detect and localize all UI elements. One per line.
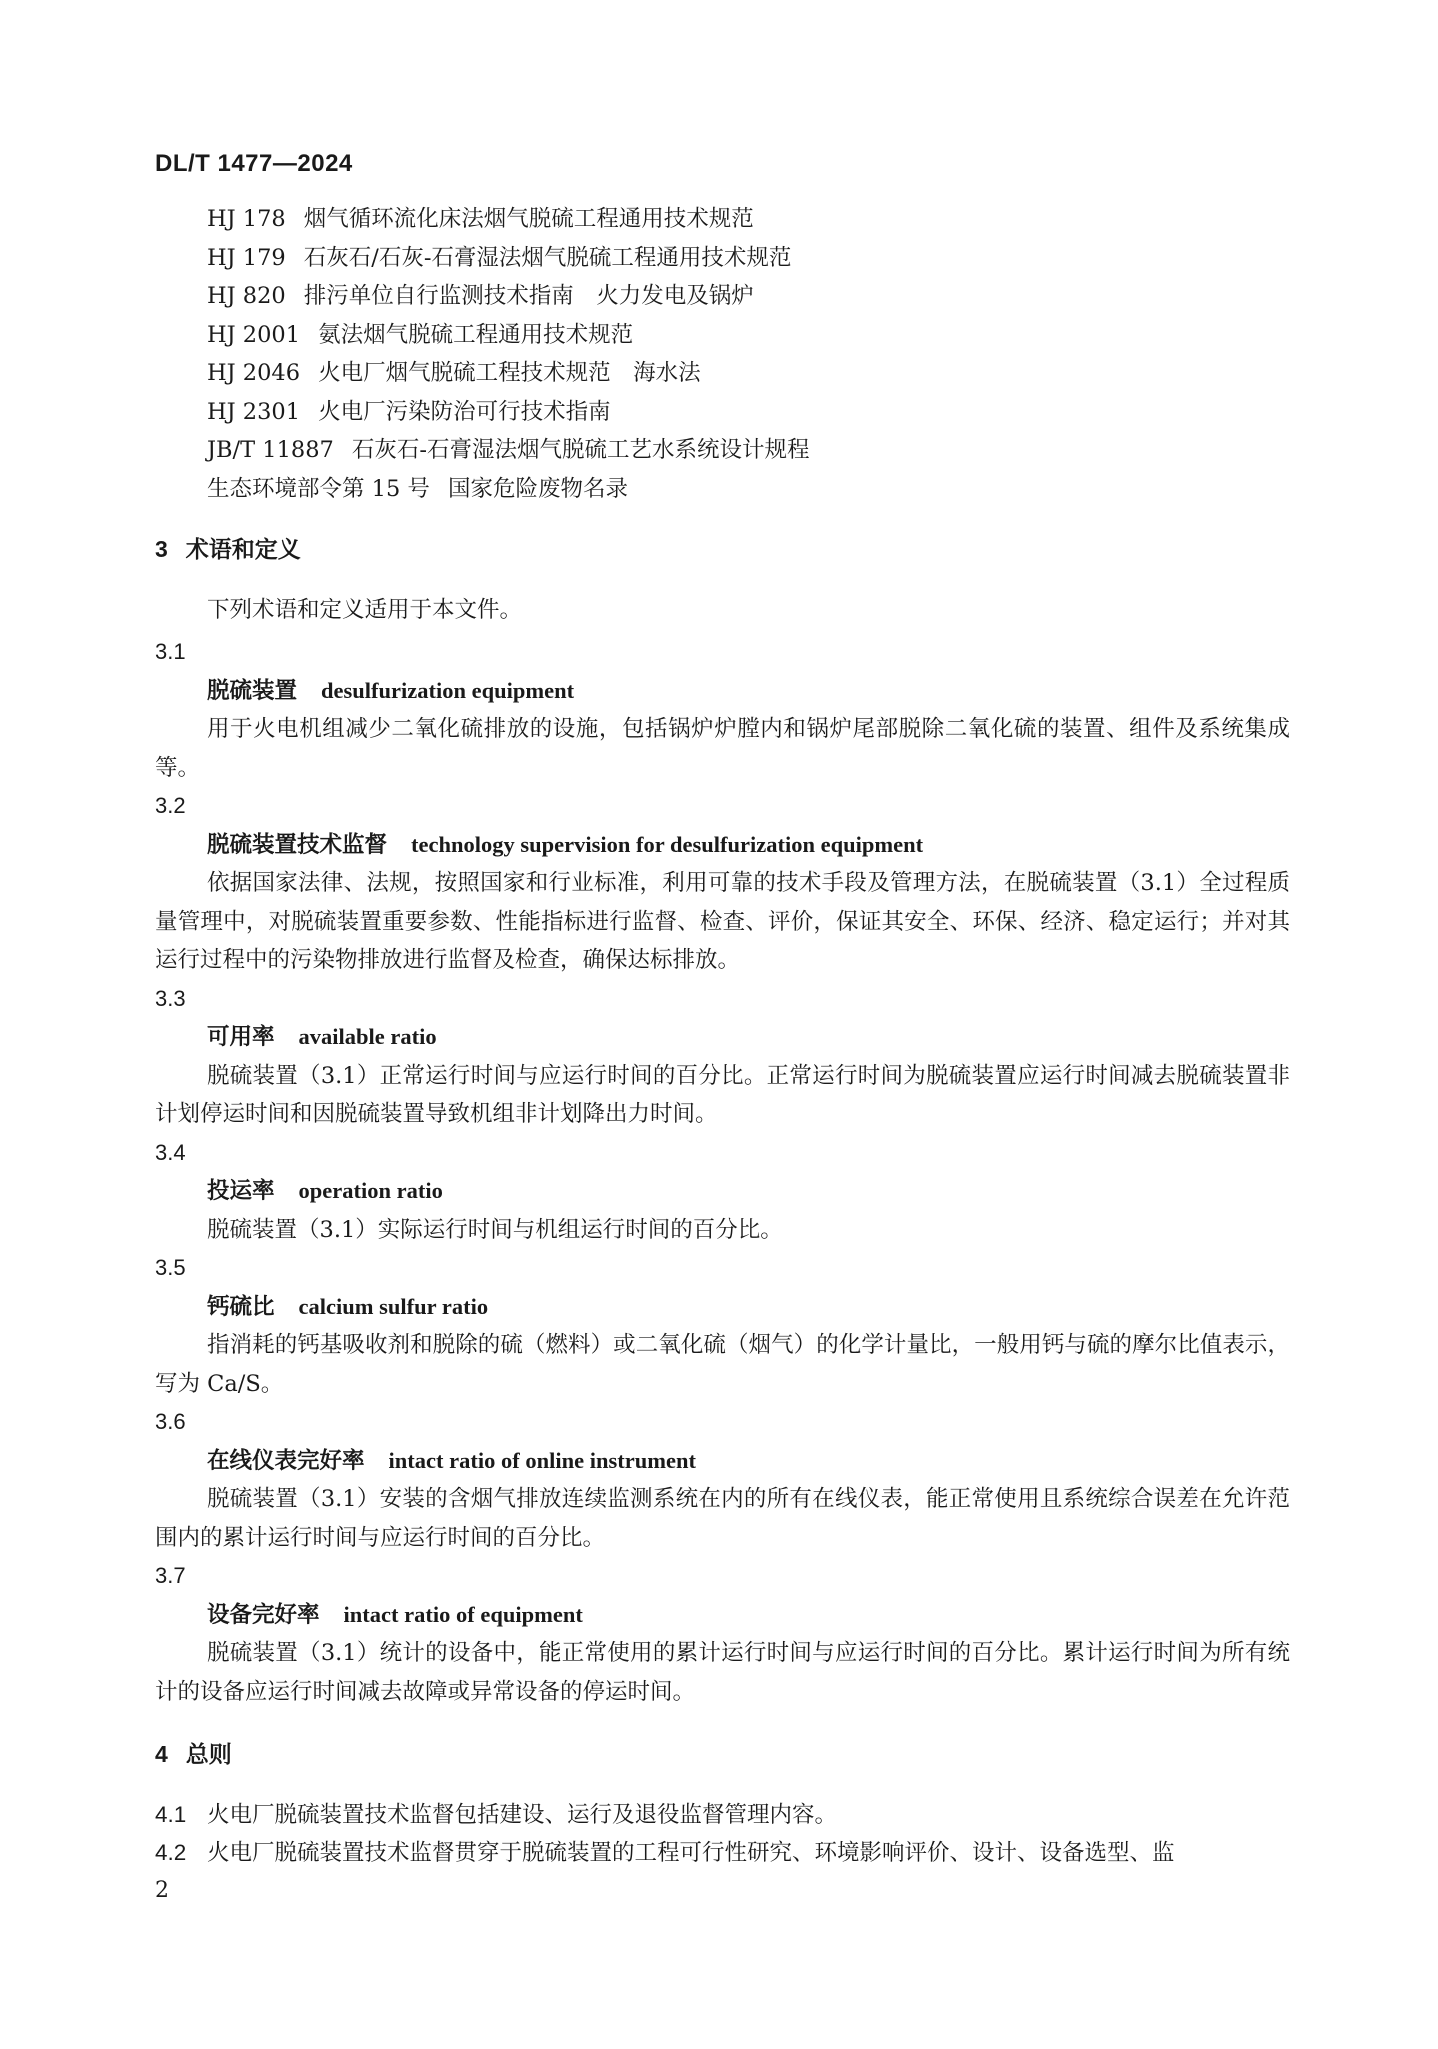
page-content: [155, 200, 1290, 1873]
term-chinese: 设备完好率: [207, 1601, 320, 1628]
doc-header-id: DL/T 1477—2024: [155, 150, 353, 177]
term-definition: 脱硫装置（3.1）正常运行时间与应运行时间的百分比。正常运行时间为脱硫装置应运行时间减去脱硫装置非计划停运时间和因脱硫装置导致机组非计划降出力时间。: [155, 1062, 1290, 1127]
reference-item: [207, 277, 1290, 316]
term-entry: [155, 1557, 1290, 1711]
term-chinese: 钙硫比: [207, 1293, 275, 1320]
term-chinese: 脱硫装置: [207, 677, 298, 704]
reference-title: 排污单位自行监测技术指南 火力发电及锅炉: [303, 283, 754, 309]
normative-references-list: [207, 200, 1290, 508]
term-entry: [155, 1403, 1290, 1557]
term-title: [207, 1442, 1290, 1481]
term-title: [207, 1018, 1290, 1057]
term-definition: 依据国家法律、法规，按照国家和行业标准，利用可靠的技术手段及管理方法，在脱硫装置（3.1）全过程质量管理中，对脱硫装置重要参数、性能指标进行监督、检查、评价，保证其安全、环保、经济、稳定运行；并对其运行过程中的污染物排放进行监督及检查，确保达标排放。: [155, 870, 1290, 973]
term-title: [207, 826, 1290, 865]
section-title: 术语和定义: [185, 536, 301, 562]
reference-code: HJ 2001: [207, 321, 301, 348]
term-definition: 脱硫装置（3.1）统计的设备中，能正常使用的累计运行时间与应运行时间的百分比。累计运行时间为所有统计的设备应运行时间减去故障或异常设备的停运时间。: [155, 1640, 1290, 1705]
term-definition: 脱硫装置（3.1）实际运行时间与机组运行时间的百分比。: [207, 1216, 783, 1243]
clause-number: 4.1: [155, 1801, 187, 1827]
reference-item: [207, 239, 1290, 278]
term-title: [207, 1596, 1290, 1635]
section-3-heading: [155, 530, 1290, 569]
reference-title: 石灰石-石膏湿法烟气脱硫工艺水系统设计规程: [351, 437, 810, 463]
term-number: 3.6: [155, 1409, 186, 1434]
section-number: 4: [155, 1741, 168, 1767]
reference-code: HJ 820: [207, 283, 286, 309]
term-chinese: 在线仪表完好率: [207, 1447, 365, 1474]
reference-item: [207, 354, 1290, 393]
term-english: calcium sulfur ratio: [298, 1293, 489, 1319]
reference-code: HJ 2301: [207, 398, 301, 425]
clause-number: 4.2: [155, 1840, 187, 1865]
reference-title: 火电厂污染防治可行技术指南: [318, 398, 611, 425]
reference-code: HJ 178: [207, 206, 286, 232]
term-title: [207, 1288, 1290, 1327]
term-number: 3.5: [155, 1255, 186, 1280]
term-entry: [155, 1249, 1290, 1403]
term-english: desulfurization equipment: [321, 677, 575, 703]
term-entry: [155, 980, 1290, 1134]
reference-title: 石灰石/石灰-石膏湿法烟气脱硫工程通用技术规范: [303, 244, 792, 271]
reference-title: 国家危险废物名录: [447, 475, 628, 502]
reference-item: [207, 431, 1290, 470]
term-chinese: 脱硫装置技术监督: [207, 831, 388, 858]
spacer: [155, 1711, 1290, 1725]
clause-text: 火电厂脱硫装置技术监督包括建设、运行及退役监督管理内容。: [207, 1801, 838, 1828]
term-number: 3.7: [155, 1563, 186, 1588]
term-entry: [155, 1134, 1290, 1250]
reference-item: [207, 200, 1290, 239]
term-definition: 脱硫装置（3.1）安装的含烟气排放连续监测系统在内的所有在线仪表，能正常使用且系统综合误差在允许范围内的累计运行时间与应运行时间的百分比。: [155, 1486, 1290, 1551]
term-definition: 指消耗的钙基吸收剂和脱除的硫（燃料）或二氧化硫（烟气）的化学计量比，一般用钙与硫的摩尔比值表示，写为 Ca/S。: [155, 1332, 1290, 1397]
term-number: 3.4: [155, 1139, 186, 1165]
reference-title: 火电厂烟气脱硫工程技术规范 海水法: [318, 360, 701, 386]
clause-text: 火电厂脱硫装置技术监督贯穿于脱硫装置的工程可行性研究、环境影响评价、设计、设备选型、监: [207, 1840, 1175, 1866]
clause-item: [155, 1834, 1290, 1873]
reference-item: [207, 470, 1290, 509]
clause-item: [155, 1796, 1290, 1835]
term-number: 3.2: [155, 793, 186, 818]
section-4-heading: [155, 1735, 1290, 1774]
reference-title: 烟气循环流化床法烟气脱硫工程通用技术规范: [303, 206, 754, 232]
term-title: [207, 1172, 1290, 1211]
term-english: available ratio: [298, 1024, 437, 1049]
reference-item: [207, 316, 1290, 355]
reference-code: HJ 2046: [207, 360, 301, 386]
page-number: 2: [155, 1878, 169, 1903]
term-definition: 用于火电机组减少二氧化硫排放的设施，包括锅炉炉膛内和锅炉尾部脱除二氧化硫的装置、组件及系统集成等。: [155, 716, 1290, 781]
section-number: 3: [155, 536, 168, 562]
term-english: intact ratio of online instrument: [388, 1447, 696, 1473]
reference-code: HJ 179: [207, 244, 286, 271]
term-english: operation ratio: [298, 1178, 443, 1203]
section-3-intro: 下列术语和定义适用于本文件。: [207, 596, 523, 623]
term-chinese: 投运率: [207, 1178, 275, 1204]
term-entry: [155, 787, 1290, 980]
term-english: technology supervision for desulfurization equipment: [411, 831, 924, 857]
term-number: 3.3: [155, 985, 186, 1011]
reference-title: 氨法烟气脱硫工程通用技术规范: [318, 321, 634, 348]
term-chinese: 可用率: [207, 1024, 275, 1050]
term-number: 3.1: [155, 639, 186, 664]
term-title: [207, 672, 1290, 711]
term-entry: [155, 633, 1290, 787]
reference-item: [207, 393, 1290, 432]
section-title: 总则: [185, 1741, 232, 1767]
reference-code: 生态环境部令第 15 号: [207, 475, 430, 502]
term-english: intact ratio of equipment: [343, 1601, 583, 1627]
reference-code: JB/T 11887: [207, 437, 334, 463]
